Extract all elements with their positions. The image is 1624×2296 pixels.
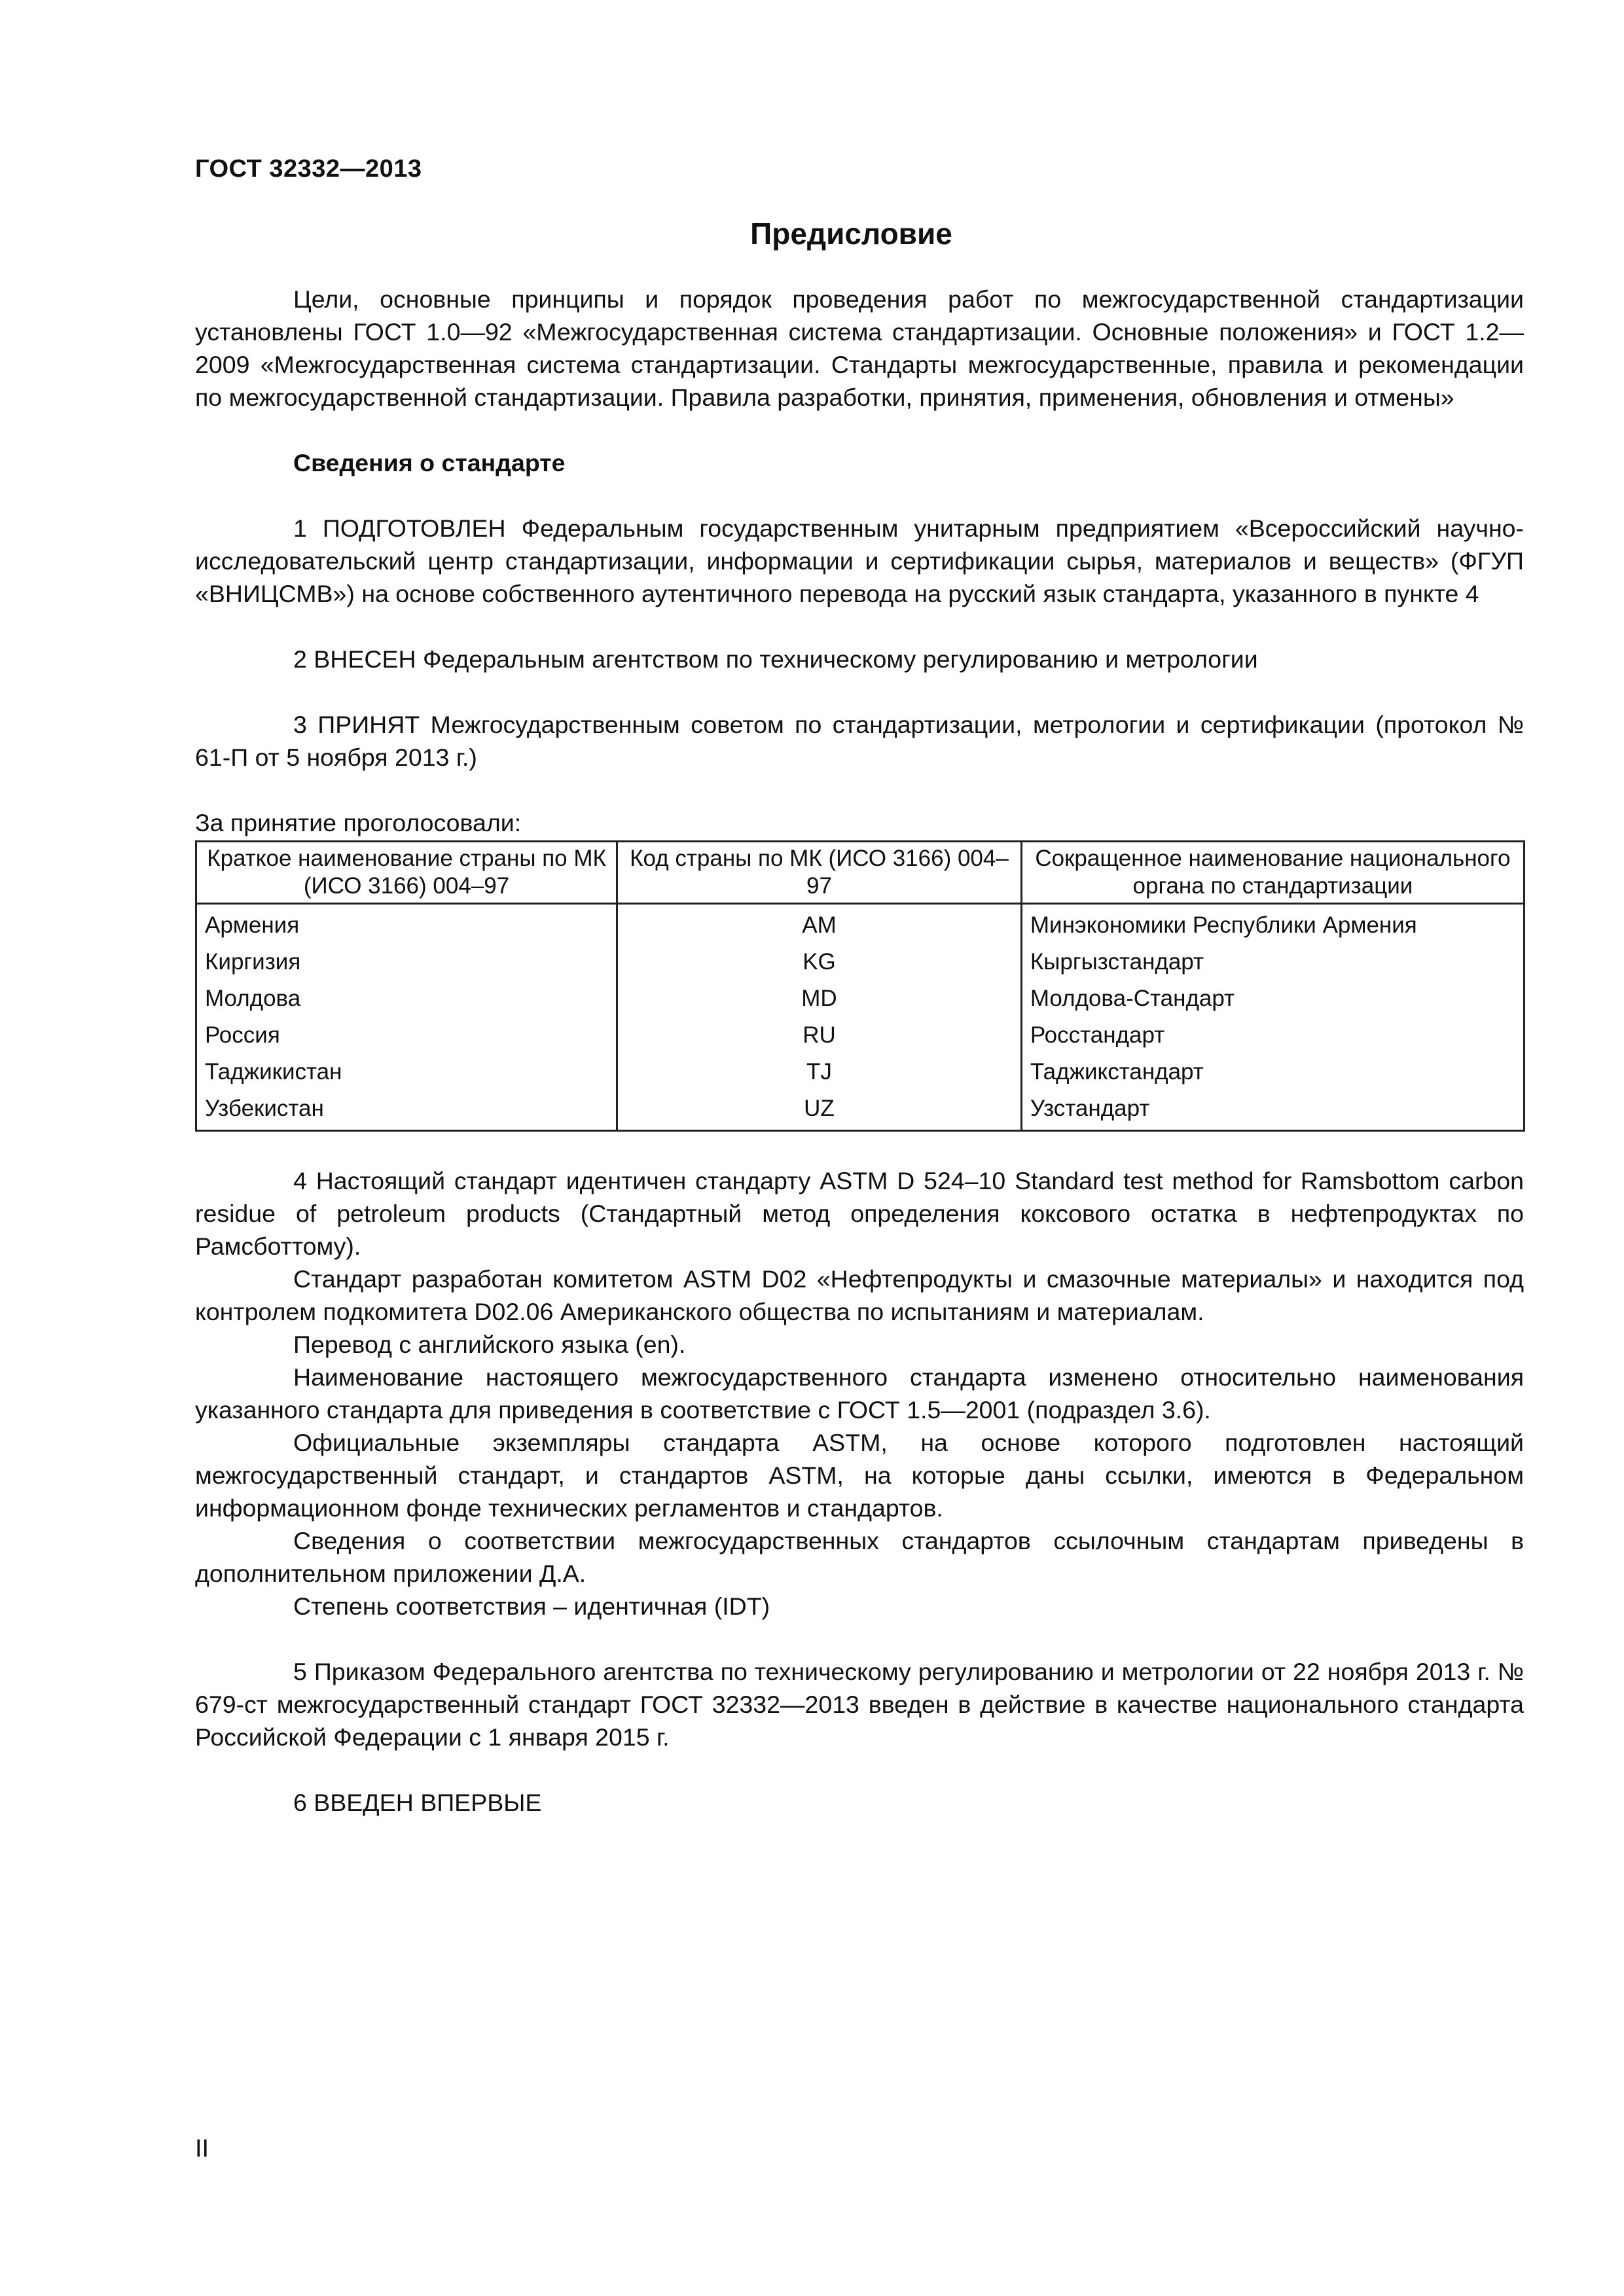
code-cell: RU <box>617 1017 1022 1054</box>
column-header-standards-body: Сокращенное наименование национального органа по стандартизации <box>1021 842 1524 904</box>
country-cell: Армения <box>196 904 617 944</box>
country-cell: Таджикистан <box>196 1054 617 1090</box>
table-row <box>196 980 1525 1017</box>
country-cell: Киргизия <box>196 944 617 980</box>
table-row <box>196 944 1525 980</box>
item-4-official-copies-paragraph: Официальные экземпляры стандарта ASTM, на основе которого подготовлен настоящий межгосударственный стандарт, и стандартов ASTM, на которые даны ссылки, имеются в Федеральном информационном фонде технических регламентов и стандартов. <box>195 1429 1524 1522</box>
code-cell: MD <box>617 980 1022 1017</box>
item-4-naming-paragraph: Наименование настоящего межгосударственного стандарта изменено относительно наименования указанного стандарта для приведения в соответствие с ГОСТ 1.5—2001 (подраздел 3.6). <box>195 1363 1524 1424</box>
vote-label: За принятие проголосовали: <box>195 809 522 836</box>
item-1-paragraph: 1 ПОДГОТОВЛЕН Федеральным государственным унитарным предприятием «Всероссийский научно-исследовательский центр стандартизации, информации и сертификации сырья, материалов и веществ» (ФГУП «ВНИЦСМВ») на основе собственного аутентичного перевода на русский язык стандарта, указанного в пункте 4 <box>195 514 1524 607</box>
item-4-conformity-paragraph: Степень соответствия – идентичная (IDT) <box>293 1592 770 1620</box>
foreword-content <box>195 283 1524 1819</box>
member-states-table <box>195 840 1525 1132</box>
column-header-country: Краткое наименование страны по МК (ИСО 3166) 004–97 <box>196 842 617 904</box>
page-title: Предисловие <box>750 217 952 251</box>
code-cell: TJ <box>617 1054 1022 1090</box>
item-4-committee-paragraph: Стандарт разработан комитетом ASTM D02 «Нефтепродукты и смазочные материалы» и находится под контролем подкомитета D02.06 Американского общества по испытаниям и материалам. <box>195 1265 1524 1325</box>
code-cell: KG <box>617 944 1022 980</box>
section-heading: Сведения о стандарте <box>293 449 566 476</box>
country-cell: Молдова <box>196 980 617 1017</box>
item-6-paragraph: 6 ВВЕДЕН ВПЕРВЫЕ <box>293 1789 542 1816</box>
table-row <box>196 1090 1525 1131</box>
code-cell: UZ <box>617 1090 1022 1131</box>
item-2-paragraph: 2 ВНЕСЕН Федеральным агентством по техническому регулированию и метрологии <box>293 645 1258 673</box>
column-header-code: Код страны по МК (ИСО 3166) 004–97 <box>617 842 1022 904</box>
document-id-header: ГОСТ 32332—2013 <box>195 155 422 183</box>
page-number: II <box>195 2135 209 2162</box>
standards-body-cell: Таджикстандарт <box>1021 1054 1524 1090</box>
intro-paragraph: Цели, основные принципы и порядок проведения работ по межгосударственной стандартизации установлены ГОСТ 1.0—92 «Межгосударственная система стандартизации. Основные положения» и ГОСТ 1.2—2009 «Межгосударственная система стандартизации. Стандарты межгосударственные, правила и рекомендации по межгосударственной стандартизации. Правила разработки, принятия, применения, обновления и отмены» <box>195 285 1524 411</box>
standards-body-cell: Кыргызстандарт <box>1021 944 1524 980</box>
country-cell: Узбекистан <box>196 1090 617 1131</box>
item-4-references-paragraph: Сведения о соответствии межгосударственных стандартов ссылочным стандартам приведены в дополнительном приложении Д.А. <box>195 1527 1524 1587</box>
table-row <box>196 1054 1525 1090</box>
table-row <box>196 1017 1525 1054</box>
code-cell: AM <box>617 904 1022 944</box>
standards-body-cell: Узстандарт <box>1021 1090 1524 1131</box>
standards-body-cell: Росстандарт <box>1021 1017 1524 1054</box>
item-3-paragraph: 3 ПРИНЯТ Межгосударственным советом по стандартизации, метрологии и сертификации (протокол № 61-П от 5 ноября 2013 г.) <box>195 711 1524 771</box>
item-5-paragraph: 5 Приказом Федерального агентства по техническому регулированию и метрологии от 22 ноября 2013 г. № 679-ст межгосударственный стандарт ГОСТ 32332—2013 введен в действие в качестве национального стандарта Российской Федерации с 1 января 2015 г. <box>195 1658 1524 1751</box>
table-row <box>196 904 1525 944</box>
item-4-translation-paragraph: Перевод с английского языка (en). <box>293 1331 686 1358</box>
standards-body-cell: Минэкономики Республики Армения <box>1021 904 1524 944</box>
item-4-paragraph: 4 Настоящий стандарт идентичен стандарту ASTM D 524–10 Standard test method for Ramsbottom carbon residue of petroleum products (Стандартный метод определения коксового остатка в нефтепродуктах по Рамсботтому). <box>195 1167 1524 1260</box>
standards-body-cell: Молдова-Стандарт <box>1021 980 1524 1017</box>
table-header-row <box>196 842 1525 904</box>
country-cell: Россия <box>196 1017 617 1054</box>
